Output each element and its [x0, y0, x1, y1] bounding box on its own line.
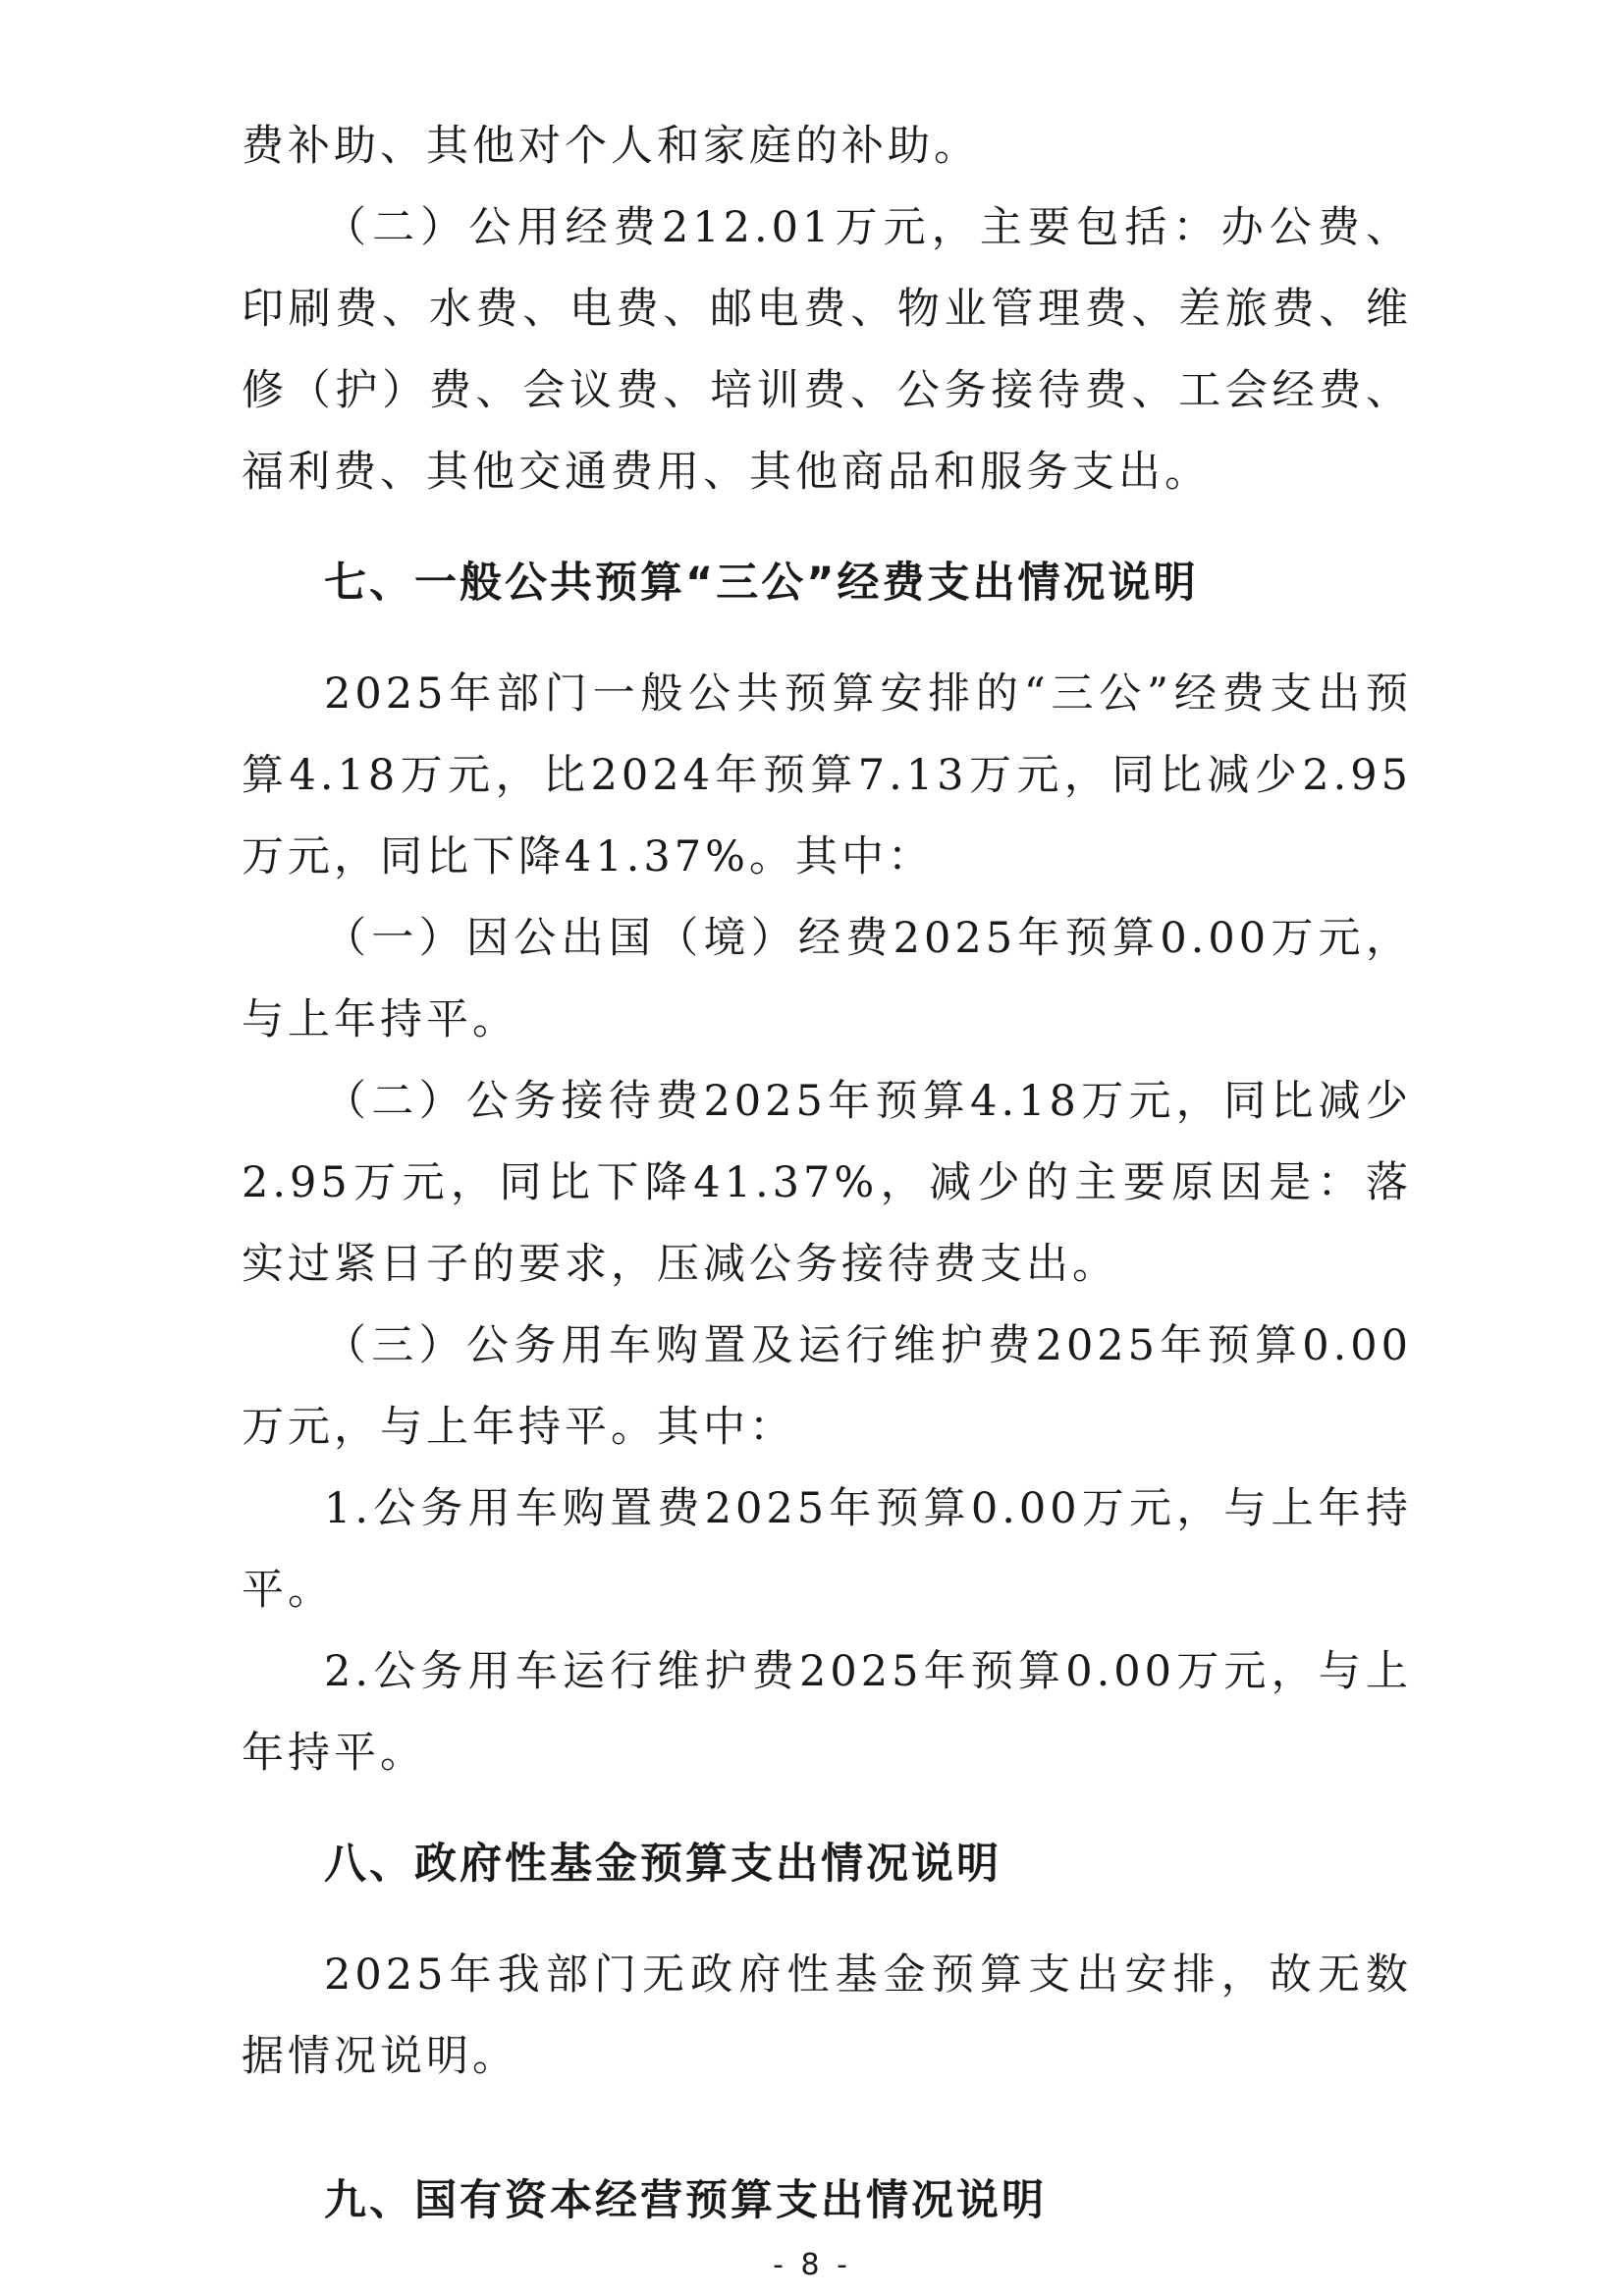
paragraph-vehicles: （三）公务用车购置及运行维护费2025年预算0.00万元，与上年持平。其中：: [242, 1321, 1412, 1452]
page-number: - 8 -: [773, 2248, 851, 2282]
paragraph-gov-funds: 2025年我部门无政府性基金预算支出安排，故无数据情况说明。: [242, 1950, 1412, 2081]
paragraph-vehicle-purchase: 1.公务用车购置费2025年预算0.00万元，与上年持平。: [242, 1484, 1412, 1615]
section-heading-7: 七、一般公共预算“三公”经费支出情况说明: [324, 559, 1199, 608]
paragraph-public-expenses: （二）公用经费212.01万元，主要包括：办公费、印刷费、水费、电费、邮电费、物业管理费、差旅费、维修（护）费、会议费、培训费、公务接待费、工会经费、福利费、其他交通费用、其他商品和服务支出。: [242, 203, 1412, 497]
spacer: [242, 2098, 1412, 2161]
paragraph-continuation: 费补助、其他对个人和家庭的补助。: [242, 122, 980, 171]
paragraph-reception: （二）公务接待费2025年预算4.18万元，同比减少2.95万元，同比下降41.37%，减少的主要原因是：落实过紧日子的要求，压减公务接待费支出。: [242, 1077, 1412, 1289]
paragraph-vehicle-maintenance: 2.公务用车运行维护费2025年预算0.00万元，与上年持平。: [242, 1647, 1412, 1778]
spacer: [242, 1905, 1412, 1935]
spacer: [242, 1794, 1412, 1824]
section-heading-9: 九、国有资本经营预算支出情况说明: [324, 2176, 1047, 2225]
document-body: [242, 106, 1412, 2242]
paragraph-overseas-travel: （一）因公出国（境）经费2025年预算0.00万元，与上年持平。: [242, 914, 1412, 1044]
spacer: [242, 624, 1412, 654]
paragraph-three-public-summary: 2025年部门一般公共预算安排的“三公”经费支出预算4.18万元，比2024年预算7.13万元，同比减少2.95万元，同比下降41.37%。其中：: [242, 669, 1412, 881]
spacer: [242, 513, 1412, 543]
section-heading-8: 八、政府性基金预算支出情况说明: [324, 1840, 1001, 1889]
